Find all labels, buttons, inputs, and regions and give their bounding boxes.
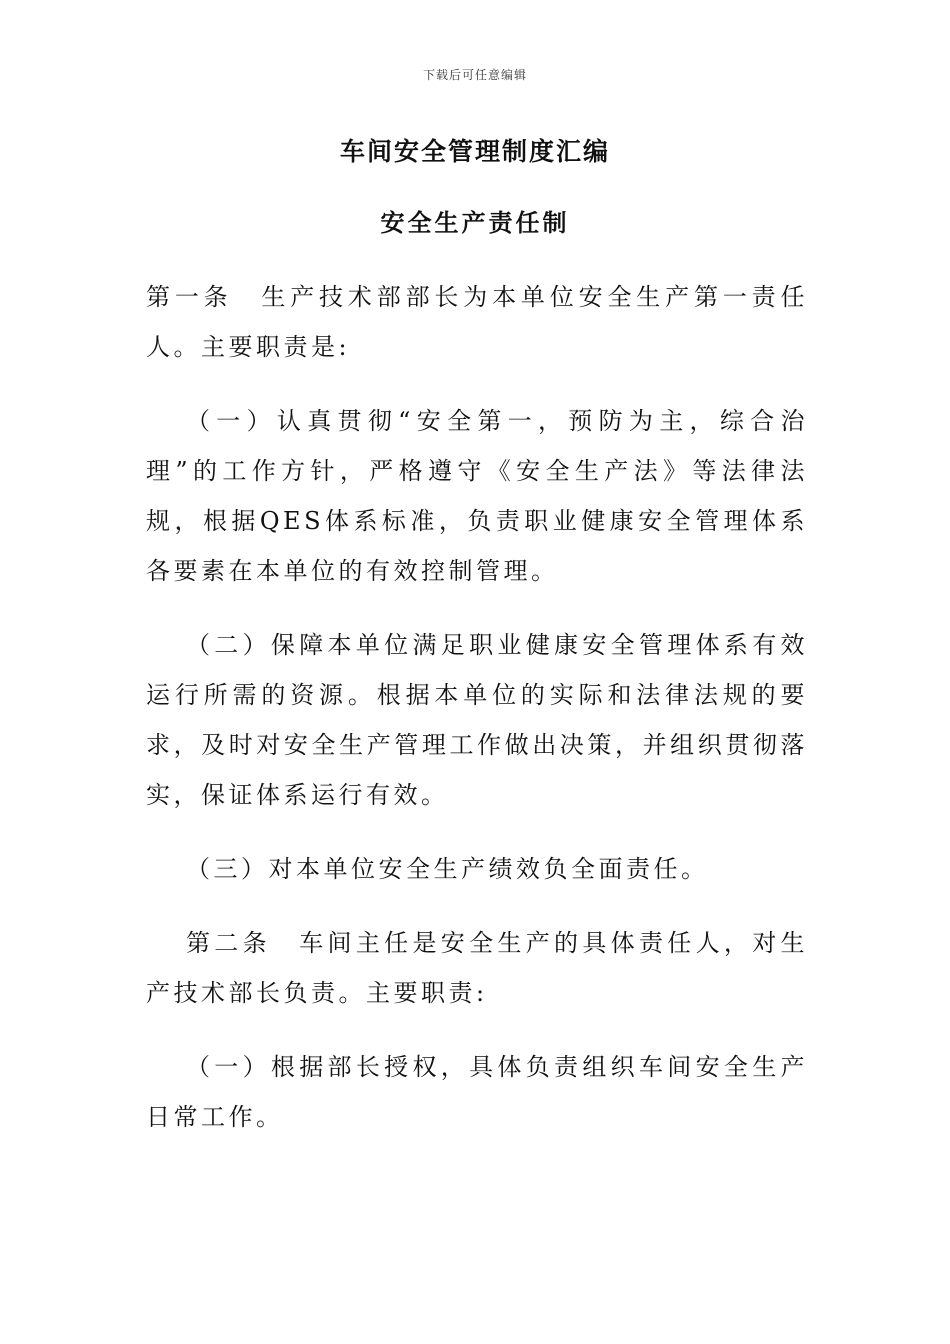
section-title: 安全生产责任制 [380, 208, 570, 237]
article-1-item-3: （三）对本单位安全生产绩效负全面责任。 [186, 855, 709, 883]
document-title: 车间安全管理制度汇编 [339, 137, 610, 166]
article-2-paragraph: 第二条 车间主任是安全生产的具体责任人，对生产技术部长负责。主要职责: [146, 929, 808, 1007]
document-body [146, 272, 808, 1142]
article-1-item-1: （一）认真贯彻“安全第一，预防为主，综合治理”的工作方针，严格遵守《安全生产法》等法律法规，根据QES体系标准，负责职业健康安全管理体系各要素在本单位的有效控制管理。 [146, 407, 808, 585]
article-1-item-2: （二）保障本单位满足职业健康安全管理体系有效运行所需的资源。根据本单位的实际和法律法规的要求，及时对安全生产管理工作做出决策，并组织贯彻落实，保证体系运行有效。 [146, 631, 808, 809]
article-1-paragraph: 第一条 生产技术部部长为本单位安全生产第一责任人。主要职责是: [146, 283, 808, 361]
header-note: 下载后可任意编辑 [422, 68, 527, 82]
article-2-item-1: （一）根据部长授权，具体负责组织车间安全生产日常工作。 [146, 1053, 808, 1131]
